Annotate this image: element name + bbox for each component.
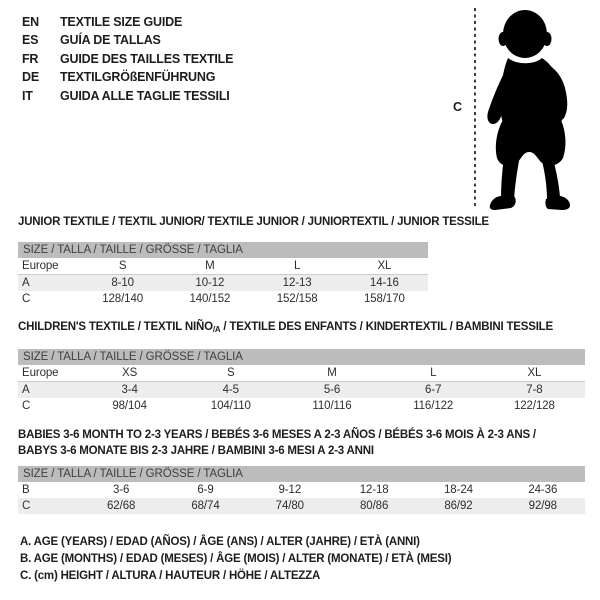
months-value: 24-36 xyxy=(528,484,558,496)
junior-size-table xyxy=(18,242,428,307)
height-marker-label: C xyxy=(453,100,463,114)
age-value: 12-13 xyxy=(282,277,312,289)
height-value: 158/170 xyxy=(363,293,405,305)
age-value: 6-7 xyxy=(425,384,442,396)
junior-region-row xyxy=(18,258,428,275)
height-dotted-line xyxy=(474,8,476,208)
language-title: GUIDA ALLE TAGLIE TESSILI xyxy=(60,88,230,103)
size-col: L xyxy=(293,260,301,272)
babies-size-header-bar: SIZE / TALLA / TAILLE / GRÖSSE / TAGLIA xyxy=(18,466,585,482)
row-label: A xyxy=(22,384,30,396)
children-height-row xyxy=(18,398,585,414)
footnote-height: C. (cm) HEIGHT / ALTURA / HAUTEUR / HÖHE / ALTEZZA xyxy=(20,570,321,583)
age-value: 3-4 xyxy=(121,384,138,396)
language-title: GUÍA DE TALLAS xyxy=(60,33,161,48)
language-row-de xyxy=(22,68,233,86)
language-code: FR xyxy=(22,51,39,66)
footnote-age-months: B. AGE (MONTHS) / EDAD (MESES) / ÂGE (MOIS) / ALTER (MONATE) / ETÀ (MESI) xyxy=(20,553,452,566)
height-value: 80/86 xyxy=(360,500,389,512)
size-col: XL xyxy=(377,260,392,272)
height-value: 110/116 xyxy=(312,400,352,412)
height-value: 140/152 xyxy=(189,293,231,305)
junior-height-row xyxy=(18,291,428,307)
height-value: 92/98 xyxy=(528,500,557,512)
language-code: ES xyxy=(22,33,39,48)
children-age-row xyxy=(18,382,585,398)
age-value: 10-12 xyxy=(195,277,225,289)
height-value: 104/110 xyxy=(210,400,251,412)
size-col: XS xyxy=(122,367,138,379)
babies-table-title-line1: BABIES 3-6 MONTH TO 2-3 YEARS / BEBÉS 3-6 MESES A 2-3 AÑOS / BÉBÉS 3-6 MOIS À 2-3 ANS / xyxy=(18,429,536,441)
row-label: B xyxy=(22,484,30,496)
babies-size-table xyxy=(18,466,585,514)
children-size-table xyxy=(18,349,585,414)
size-col: S xyxy=(227,367,235,379)
row-label: C xyxy=(22,293,31,305)
region-label: Europe xyxy=(22,367,59,379)
babies-months-row xyxy=(18,482,585,498)
language-row-en xyxy=(22,13,233,31)
row-label: A xyxy=(22,277,30,289)
language-title: TEXTILE SIZE GUIDE xyxy=(60,15,183,29)
language-list xyxy=(22,13,233,105)
language-code: IT xyxy=(22,88,33,103)
language-code: EN xyxy=(22,15,39,29)
height-value: 128/140 xyxy=(102,293,144,305)
children-region-row xyxy=(18,365,585,382)
children-title-main: CHILDREN'S TEXTILE / TEXTIL NIÑO xyxy=(18,321,213,333)
language-code: DE xyxy=(22,70,39,85)
age-value: 4-5 xyxy=(222,384,239,396)
size-col: M xyxy=(327,367,337,379)
months-value: 12-18 xyxy=(359,484,389,496)
baby-silhouette-icon xyxy=(484,8,576,210)
height-value: 116/122 xyxy=(413,400,454,412)
height-value: 74/80 xyxy=(275,500,304,512)
junior-table-title: JUNIOR TEXTILE / TEXTIL JUNIOR/ TEXTILE JUNIOR / JUNIORTEXTIL / JUNIOR TESSILE xyxy=(18,216,489,228)
height-value: 122/128 xyxy=(513,400,555,412)
children-title-subscript: /A xyxy=(212,325,221,334)
language-row-es xyxy=(22,31,233,49)
age-value: 14-16 xyxy=(369,277,399,289)
months-value: 6-9 xyxy=(197,484,214,496)
height-value: 68/74 xyxy=(191,500,220,512)
size-col: M xyxy=(205,260,215,272)
footnote-age-years: A. AGE (YEARS) / EDAD (AÑOS) / ÂGE (ANS) / ALTER (JAHRE) / ETÀ (ANNI) xyxy=(20,536,420,548)
height-value: 86/92 xyxy=(444,500,473,512)
region-label: Europe xyxy=(22,260,59,272)
months-value: 9-12 xyxy=(278,484,302,496)
height-value: 152/158 xyxy=(276,293,318,305)
age-value: 8-10 xyxy=(111,277,134,289)
months-value: 18-24 xyxy=(444,484,473,496)
months-value: 3-6 xyxy=(113,484,130,496)
language-title: TEXTILGRÖßENFÜHRUNG xyxy=(60,70,216,85)
age-value: 7-8 xyxy=(526,384,543,396)
row-label: C xyxy=(22,400,31,412)
size-col: XL xyxy=(527,367,542,379)
children-size-header-bar: SIZE / TALLA / TAILLE / GRÖSSE / TAGLIA xyxy=(18,349,585,365)
legend-footnotes xyxy=(20,534,451,586)
language-row-fr xyxy=(22,50,233,68)
row-label: C xyxy=(22,500,31,512)
size-col: L xyxy=(430,367,437,379)
height-value: 62/68 xyxy=(107,500,136,512)
babies-table-title-line2: BABYS 3-6 MONATE BIS 2-3 JAHRE / BAMBINI 3-6 MESI A 2-3 ANNI xyxy=(18,445,374,457)
children-table-title xyxy=(18,321,553,334)
junior-size-header-bar: SIZE / TALLA / TAILLE / GRÖSSE / TAGLIA xyxy=(18,242,428,258)
height-value: 98/104 xyxy=(112,400,147,412)
age-value: 5-6 xyxy=(323,384,341,396)
language-title: GUIDE DES TAILLES TEXTILE xyxy=(60,51,234,66)
children-title-rest: / TEXTILE DES ENFANTS / KINDERTEXTIL / BAMBINI TESSILE xyxy=(220,321,553,333)
language-row-it xyxy=(22,87,233,105)
size-col: S xyxy=(118,260,127,272)
babies-height-row xyxy=(18,498,585,514)
junior-age-row xyxy=(18,275,428,291)
